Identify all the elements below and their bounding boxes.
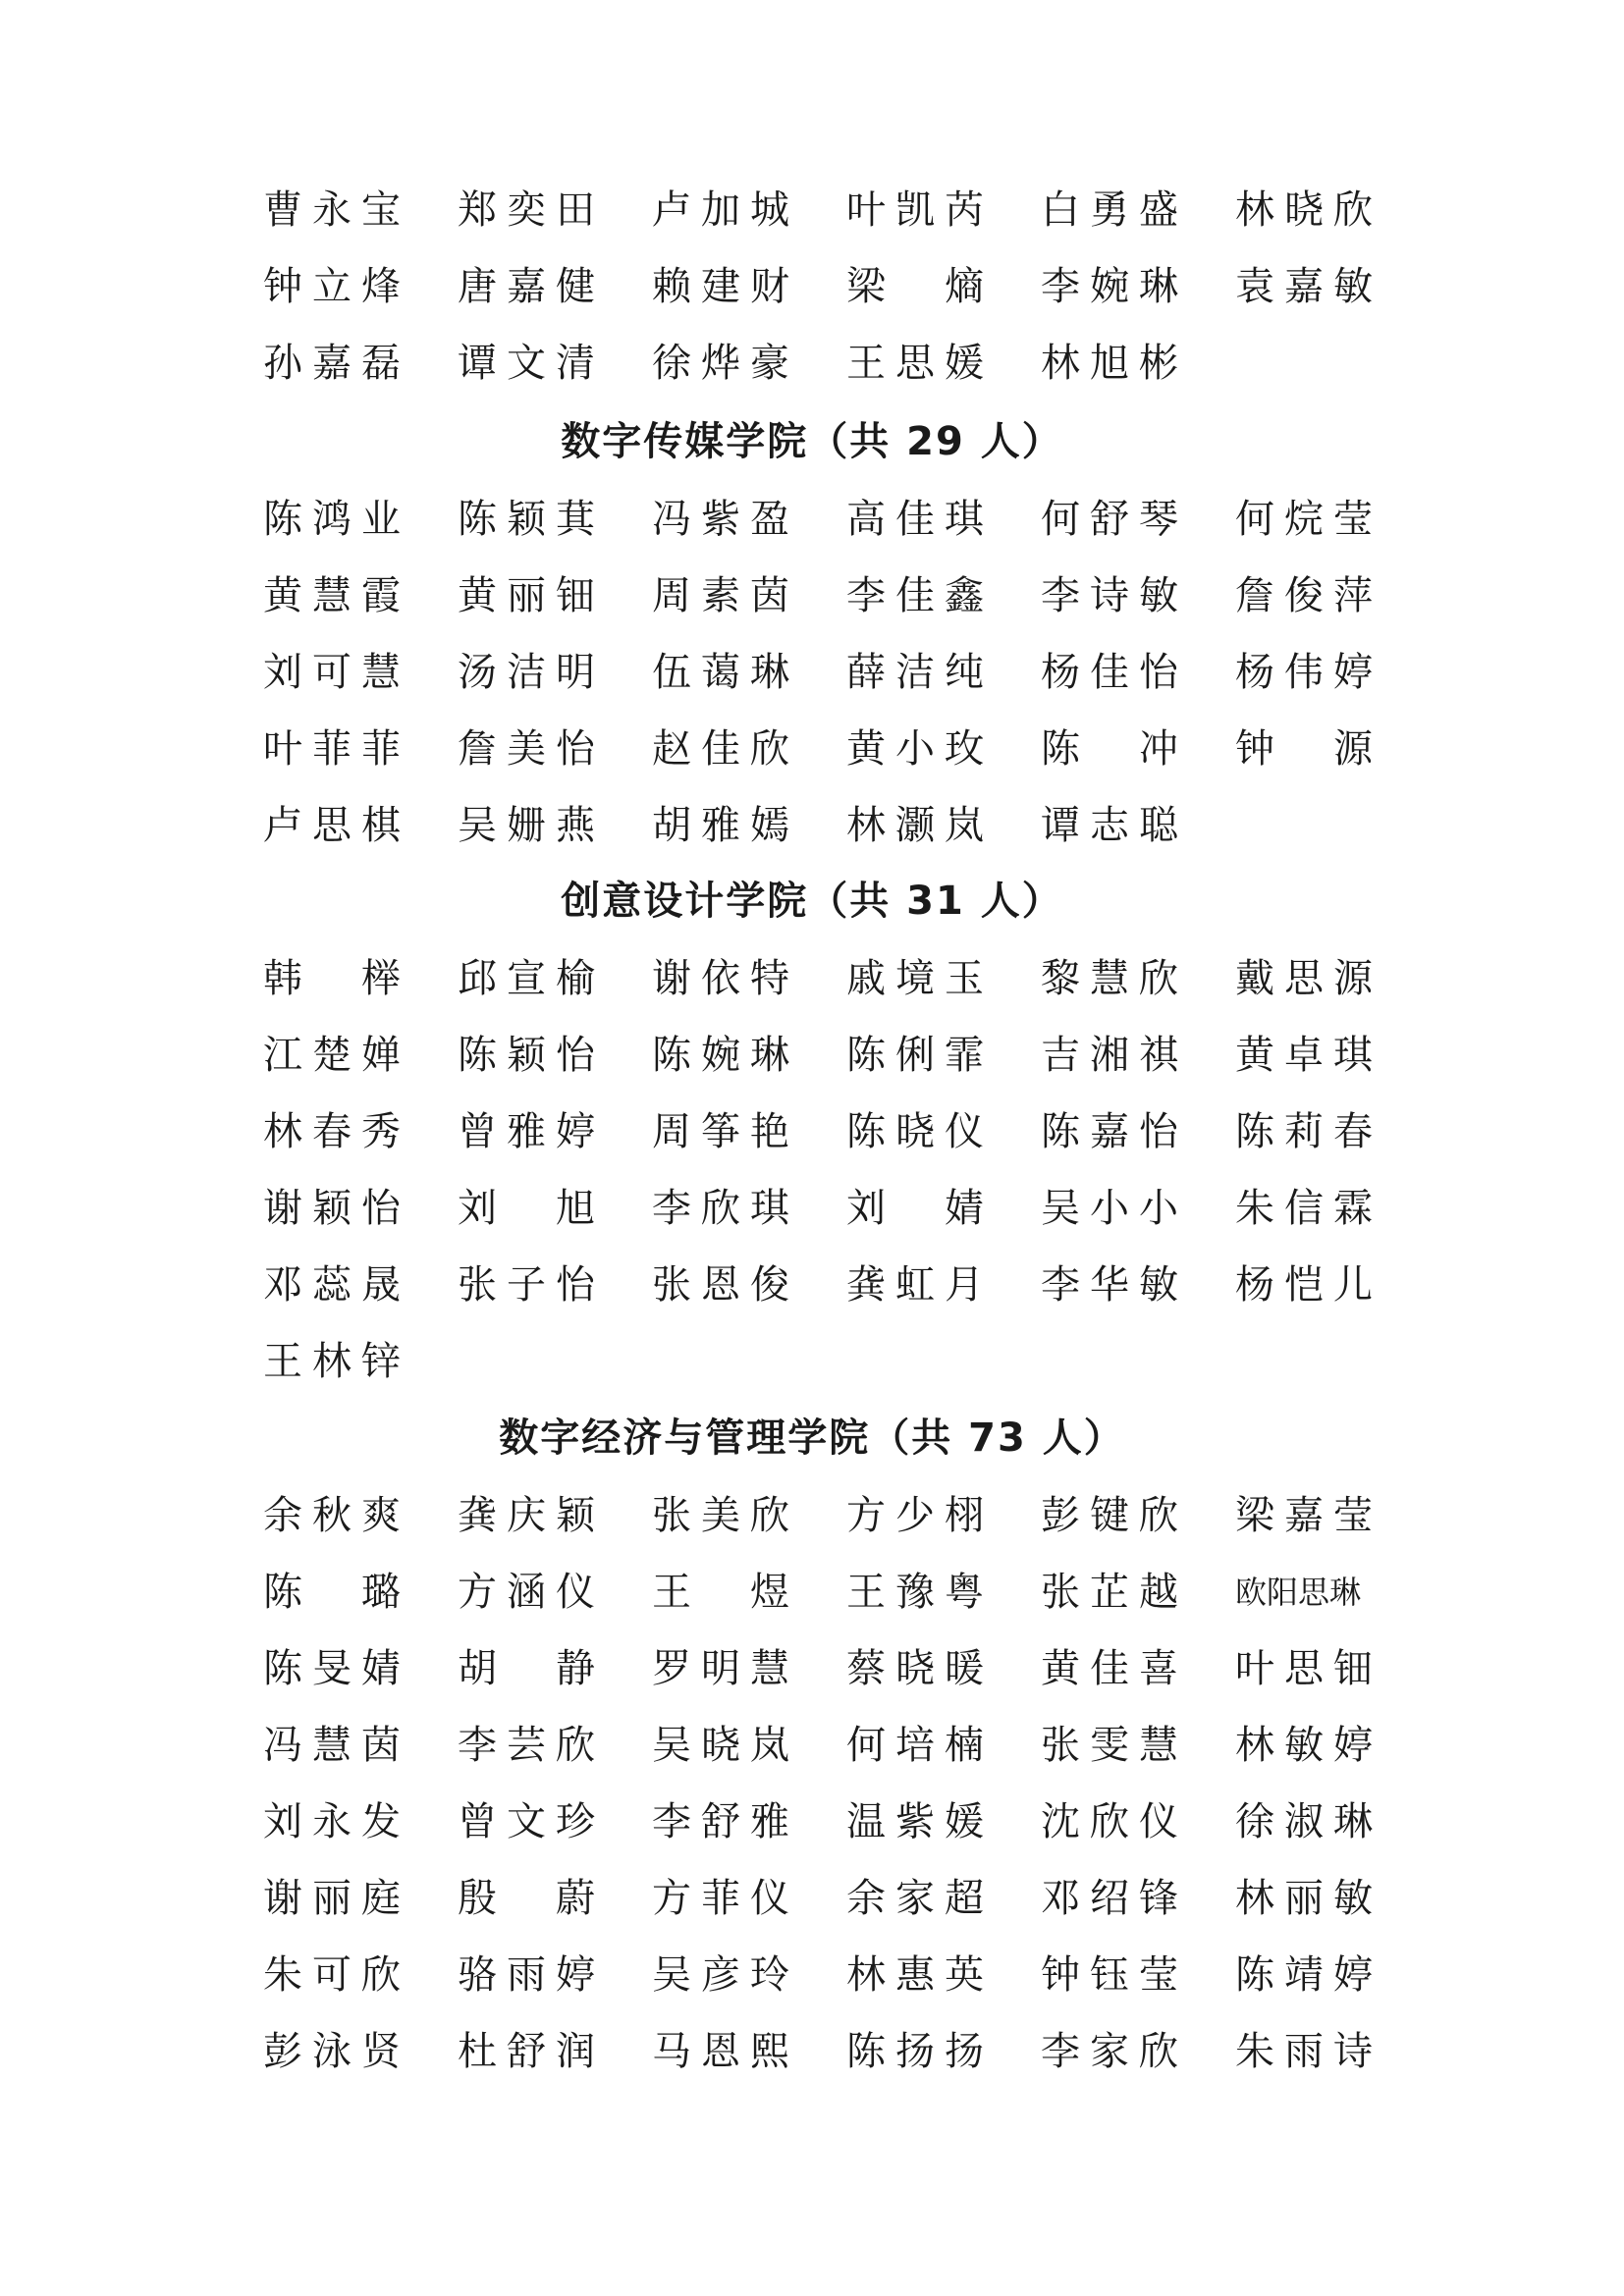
person-name: 方少栩 <box>846 1493 984 1538</box>
person-name: 彭泳贤 <box>263 2029 401 2074</box>
person-name: 郑奕田 <box>458 187 595 233</box>
person-name: 罗明慧 <box>652 1646 789 1691</box>
person-name: 黄慧霞 <box>263 573 401 618</box>
person-name: 谭志聪 <box>1041 803 1178 848</box>
person-name: 钟钰莹 <box>1041 1952 1178 1998</box>
person-name: 吉湘祺 <box>1041 1033 1178 1078</box>
person-name: 王林锌 <box>263 1339 401 1384</box>
person-name: 王豫粤 <box>846 1570 984 1615</box>
person-name: 钟立烽 <box>263 264 401 309</box>
person-name: 吴姗燕 <box>458 803 595 848</box>
person-name: 邱宣榆 <box>458 956 595 1001</box>
person-name: 谭文清 <box>458 341 595 386</box>
person-name: 胡 静 <box>458 1646 595 1691</box>
person-name: 邓蕊晟 <box>263 1262 401 1308</box>
section-heading: 数字经济与管理学院（共 73 人） <box>499 1415 1125 1461</box>
person-name: 李婉琳 <box>1041 264 1178 309</box>
person-name: 朱雨诗 <box>1235 2029 1373 2074</box>
person-name: 刘 婧 <box>846 1186 984 1231</box>
person-name: 曾雅婷 <box>458 1109 595 1154</box>
person-name: 詹美怡 <box>458 726 595 772</box>
person-name: 杨恺儿 <box>1235 1262 1373 1308</box>
person-name: 何培楠 <box>846 1723 984 1768</box>
person-name: 刘永发 <box>263 1799 401 1844</box>
person-name: 李华敏 <box>1041 1262 1178 1308</box>
person-name: 陈靖婷 <box>1235 1952 1373 1998</box>
person-name: 赵佳欣 <box>652 726 789 772</box>
person-name: 卢思棋 <box>263 803 401 848</box>
person-name: 陈俐霏 <box>846 1033 984 1078</box>
person-name: 方菲仪 <box>652 1876 789 1921</box>
person-name: 陈晓仪 <box>846 1109 984 1154</box>
person-name: 谢丽庭 <box>263 1876 401 1921</box>
person-name: 陈颖萁 <box>458 497 595 542</box>
person-name: 沈欣仪 <box>1041 1799 1178 1844</box>
person-name: 林敏婷 <box>1235 1723 1373 1768</box>
person-name: 汤洁明 <box>458 650 595 695</box>
person-name: 孙嘉磊 <box>263 341 401 386</box>
person-name: 薛洁纯 <box>846 650 984 695</box>
person-name: 黄丽钿 <box>458 573 595 618</box>
person-name: 张子怡 <box>458 1262 595 1308</box>
person-name: 陈旻婧 <box>263 1646 401 1691</box>
person-name: 谢依特 <box>652 956 789 1001</box>
person-name: 林惠英 <box>846 1952 984 1998</box>
person-name: 陈嘉怡 <box>1041 1109 1178 1154</box>
person-name: 马恩熙 <box>652 2029 789 2074</box>
person-name: 吴小小 <box>1041 1186 1178 1231</box>
person-name: 何舒琴 <box>1041 497 1178 542</box>
person-name: 陈婉琳 <box>652 1033 789 1078</box>
person-name: 钟 源 <box>1235 726 1373 772</box>
person-name: 梁 熵 <box>846 264 984 309</box>
person-name: 黄佳喜 <box>1041 1646 1178 1691</box>
person-name: 张美欣 <box>652 1493 789 1538</box>
person-name: 李舒雅 <box>652 1799 789 1844</box>
person-name: 何烷莹 <box>1235 497 1373 542</box>
person-name: 张雯慧 <box>1041 1723 1178 1768</box>
person-name: 叶菲菲 <box>263 726 401 772</box>
person-name: 余家超 <box>846 1876 984 1921</box>
person-name: 邓绍锋 <box>1041 1876 1178 1921</box>
person-name: 李芸欣 <box>458 1723 595 1768</box>
person-name: 曾文珍 <box>458 1799 595 1844</box>
person-name: 高佳琪 <box>846 497 984 542</box>
person-name: 彭键欣 <box>1041 1493 1178 1538</box>
person-name: 江楚婵 <box>263 1033 401 1078</box>
person-name: 冯慧茵 <box>263 1723 401 1768</box>
person-name: 余秋爽 <box>263 1493 401 1538</box>
person-name: 李家欣 <box>1041 2029 1178 2074</box>
person-name: 周素茵 <box>652 573 789 618</box>
person-name: 杜舒润 <box>458 2029 595 2074</box>
person-name: 吴彦玲 <box>652 1952 789 1998</box>
person-name: 徐淑琳 <box>1235 1799 1373 1844</box>
person-name: 朱信霖 <box>1235 1186 1373 1231</box>
person-name: 林丽敏 <box>1235 1876 1373 1921</box>
person-name: 林春秀 <box>263 1109 401 1154</box>
person-name: 伍蔼琳 <box>652 650 789 695</box>
person-name: 吴晓岚 <box>652 1723 789 1768</box>
person-name: 陈颖怡 <box>458 1033 595 1078</box>
name-grid <box>263 172 1382 401</box>
person-name: 詹俊萍 <box>1235 573 1373 618</box>
name-grid <box>263 940 1382 1400</box>
person-name: 曹永宝 <box>263 187 401 233</box>
person-name: 叶凯芮 <box>846 187 984 233</box>
person-name: 胡雅嫣 <box>652 803 789 848</box>
name-grid <box>263 1477 1382 2090</box>
person-name: 杨佳怡 <box>1041 650 1178 695</box>
person-name: 王思媛 <box>846 341 984 386</box>
person-name: 欧阳思琳 <box>1235 1574 1362 1611</box>
person-name: 王 煜 <box>652 1570 789 1615</box>
person-name: 朱可欣 <box>263 1952 401 1998</box>
section-heading: 数字传媒学院（共 29 人） <box>561 419 1063 464</box>
person-name: 龚虹月 <box>846 1262 984 1308</box>
person-name: 黄卓琪 <box>1235 1033 1373 1078</box>
person-name: 唐嘉健 <box>458 264 595 309</box>
person-name: 戚境玉 <box>846 956 984 1001</box>
person-name: 卢加城 <box>652 187 789 233</box>
person-name: 黄小玫 <box>846 726 984 772</box>
person-name: 黎慧欣 <box>1041 956 1178 1001</box>
person-name: 林晓欣 <box>1235 187 1373 233</box>
person-name: 徐烨豪 <box>652 341 789 386</box>
person-name: 杨伟婷 <box>1235 650 1373 695</box>
person-name: 张芷越 <box>1041 1570 1178 1615</box>
person-name: 温紫媛 <box>846 1799 984 1844</box>
person-name: 叶思钿 <box>1235 1646 1373 1691</box>
person-name: 林灏岚 <box>846 803 984 848</box>
person-name: 方涵仪 <box>458 1570 595 1615</box>
person-name: 李佳鑫 <box>846 573 984 618</box>
person-name: 龚庆颖 <box>458 1493 595 1538</box>
person-name: 蔡晓暖 <box>846 1646 984 1691</box>
person-name: 周筝艳 <box>652 1109 789 1154</box>
person-name: 陈扬扬 <box>846 2029 984 2074</box>
person-name: 陈莉春 <box>1235 1109 1373 1154</box>
person-name: 白勇盛 <box>1041 187 1178 233</box>
person-name: 袁嘉敏 <box>1235 264 1373 309</box>
person-name: 戴思源 <box>1235 956 1373 1001</box>
person-name: 刘可慧 <box>263 650 401 695</box>
person-name: 谢颖怡 <box>263 1186 401 1231</box>
person-name: 陈 璐 <box>263 1570 401 1615</box>
person-name: 殷 蔚 <box>458 1876 595 1921</box>
person-name: 李诗敏 <box>1041 573 1178 618</box>
person-name: 李欣琪 <box>652 1186 789 1231</box>
name-grid <box>263 481 1382 864</box>
person-name: 张恩俊 <box>652 1262 789 1308</box>
person-name: 刘 旭 <box>458 1186 595 1231</box>
person-name: 骆雨婷 <box>458 1952 595 1998</box>
person-name: 陈 冲 <box>1041 726 1178 772</box>
person-name: 梁嘉莹 <box>1235 1493 1373 1538</box>
person-name: 赖建财 <box>652 264 789 309</box>
person-name: 林旭彬 <box>1041 341 1178 386</box>
section-heading: 创意设计学院（共 31 人） <box>561 879 1063 924</box>
person-name: 韩 榉 <box>263 956 401 1001</box>
person-name: 冯紫盈 <box>652 497 789 542</box>
person-name: 陈鸿业 <box>263 497 401 542</box>
